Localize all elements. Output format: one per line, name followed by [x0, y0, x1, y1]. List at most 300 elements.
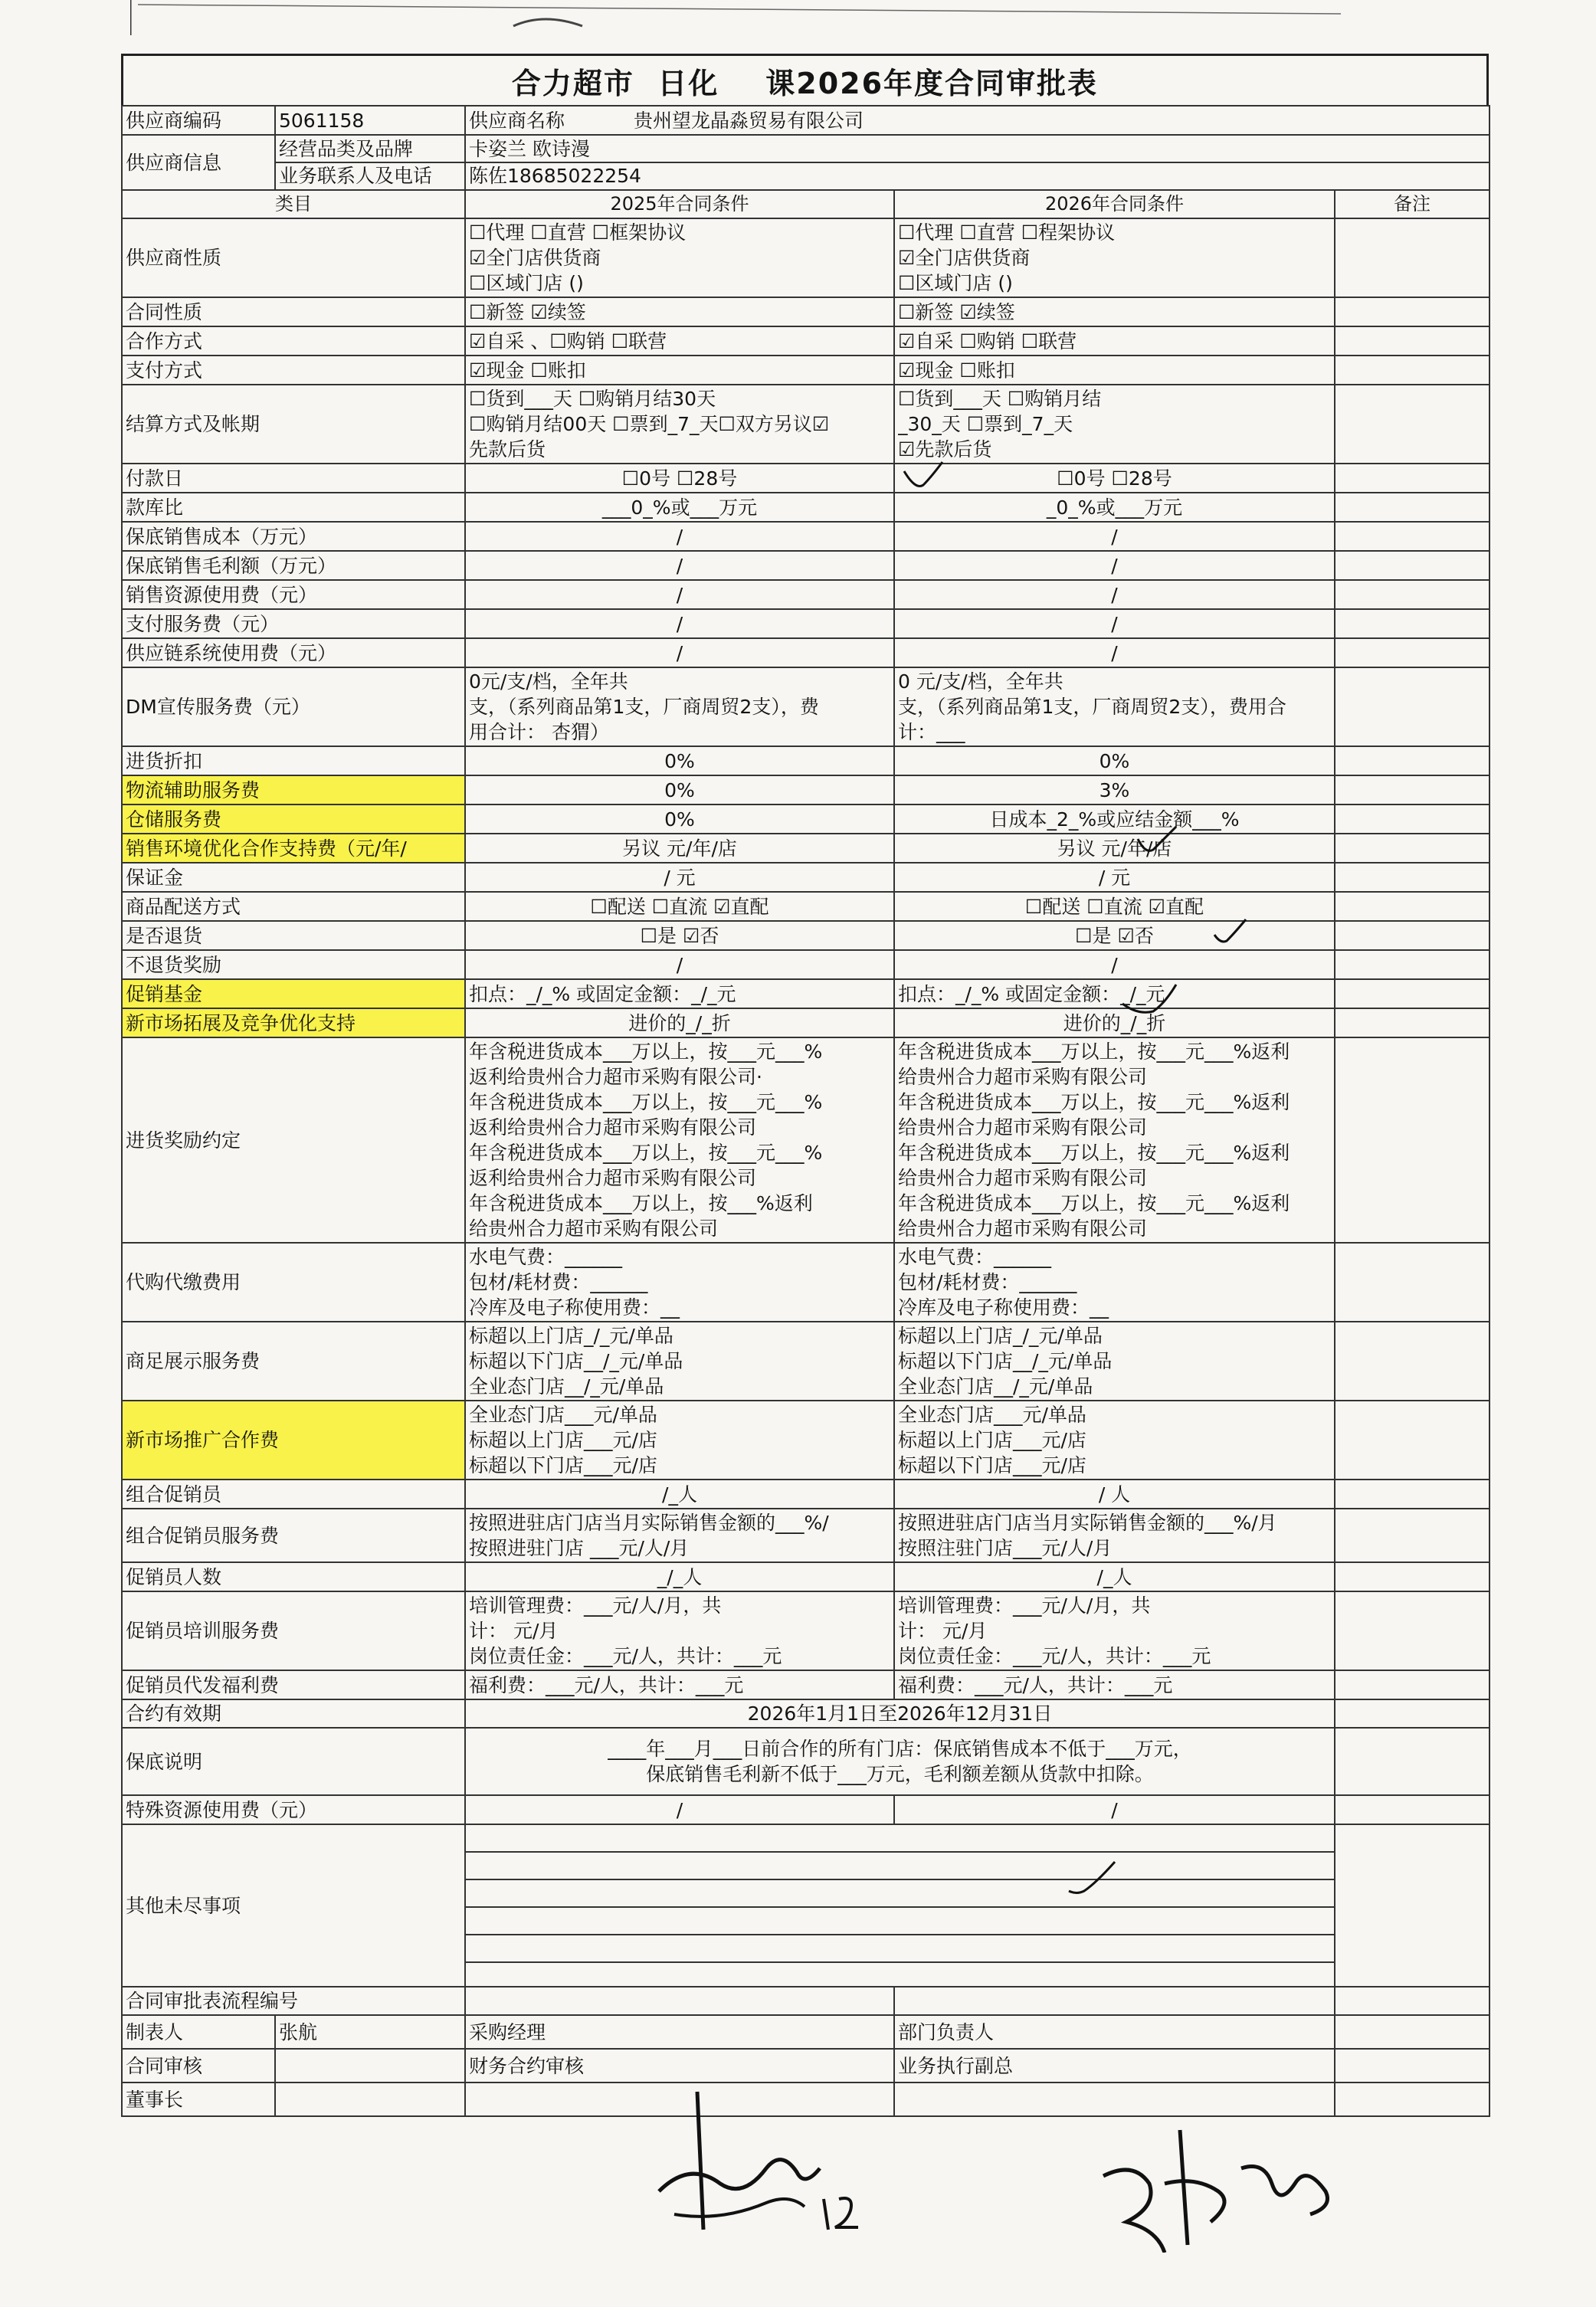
cell-line: 计：___ — [898, 721, 965, 743]
row-label: 促销员培训服务费 — [122, 1591, 465, 1670]
cell-c2025 — [465, 1670, 894, 1699]
row-label: 供应商性质 — [122, 218, 465, 297]
dept-head-signature — [1088, 2122, 1349, 2253]
remark-cell — [1335, 1243, 1489, 1322]
cell-line: ☐配送 ☐直流 ☑直配 — [1024, 895, 1204, 918]
cell-line: 0% — [664, 778, 695, 801]
cell-line: / 元 — [664, 866, 696, 889]
table-row — [122, 979, 1489, 1008]
table-row — [122, 1562, 1489, 1591]
table-row — [122, 805, 1489, 834]
remark-cell — [1335, 551, 1489, 580]
cell-line: 用合计： 杏猬） — [469, 721, 609, 743]
cell-c2025 — [465, 746, 894, 775]
cell-c2025 — [465, 775, 894, 805]
row-label: 保证金 — [122, 863, 465, 892]
cell-c2026 — [894, 1401, 1335, 1480]
maker-label: 制表人 — [122, 2015, 275, 2049]
row-label: 销售资源使用费（元） — [122, 580, 465, 609]
cell-c2025 — [465, 805, 894, 834]
cell-c2025 — [465, 921, 894, 950]
table-row — [122, 493, 1489, 522]
remark-cell — [1335, 1591, 1489, 1670]
cell-line: 给贵州合力超市采购有限公司 — [898, 1217, 1148, 1240]
table-row — [122, 775, 1489, 805]
contact-value: 陈佐18685022254 — [469, 165, 641, 187]
row-label: 促销基金 — [122, 979, 465, 1008]
row-label: 组合促销员 — [122, 1480, 465, 1509]
cell-line: 标超以上门店___元/店 — [898, 1429, 1086, 1451]
table-row — [122, 1480, 1489, 1509]
cell-line: / — [676, 525, 683, 548]
row-label: 进货奖励约定 — [122, 1037, 465, 1243]
cell-c2026 — [894, 775, 1335, 805]
cell-c2026 — [894, 1322, 1335, 1401]
row-label: 支付方式 — [122, 356, 465, 385]
table-row — [122, 551, 1489, 580]
cell-c2025 — [465, 667, 894, 746]
cell-line: 年含税进货成本___万以上，按___元___% — [469, 1142, 823, 1164]
cell-c2026 — [894, 297, 1335, 326]
page-title: 合力超市 日化 课2026年度合同审批表 — [121, 54, 1489, 105]
table-row — [122, 356, 1489, 385]
cell-line: ☐0号 ☐28号 — [621, 467, 738, 490]
cell-line: 进价的_/_折 — [628, 1011, 731, 1034]
cell-line: 先款后货 — [469, 438, 546, 460]
cell-c2026 — [894, 580, 1335, 609]
remark-cell — [1335, 1401, 1489, 1480]
cell-line: 0% — [664, 749, 695, 772]
cell-c2026 — [894, 551, 1335, 580]
cell-line: 按照进驻门店 ___元/人/月 — [469, 1537, 690, 1559]
remark-cell — [1335, 638, 1489, 667]
cell-line: 水电气费：______ — [469, 1246, 623, 1268]
cell-line: /_人 — [662, 1483, 697, 1506]
cell-c2025 — [465, 638, 894, 667]
validity-value: 2026年1月1日至2026年12月31日 — [465, 1699, 1335, 1728]
cell-c2026 — [894, 834, 1335, 863]
cell-line: 给贵州合力超市采购有限公司 — [898, 1167, 1148, 1189]
cell-line: 标超以上门店_/_元/单品 — [469, 1325, 673, 1347]
cell-line: ☑全门店供货商 — [898, 247, 1031, 269]
cell-line: / — [676, 641, 683, 664]
cell-line: ☐货到___天 ☐购销月结30天 — [469, 388, 716, 410]
cell-line: 水电气费：______ — [898, 1246, 1052, 1268]
cell-line: / — [1111, 583, 1118, 606]
remark-cell — [1335, 522, 1489, 551]
table-row — [122, 638, 1489, 667]
cell-line: 支，（系列商品第1支，厂商周贸2支），费用合 — [898, 696, 1286, 718]
other-items-lines — [465, 1824, 1335, 1987]
cell-c2025 — [465, 522, 894, 551]
cell-c2026 — [894, 522, 1335, 551]
header-category: 类目 — [122, 190, 465, 218]
cell-line: 全业态门店___元/单品 — [898, 1404, 1086, 1426]
cell-line: ☑全门店供货商 — [469, 247, 601, 269]
cell-line: 0% — [664, 808, 695, 831]
cell-c2026 — [894, 1037, 1335, 1243]
top-scan-lines — [130, 0, 1433, 46]
remark-cell — [1335, 326, 1489, 356]
remark-cell — [1335, 950, 1489, 979]
cell-line: ☐新签 ☑续签 — [898, 300, 1015, 323]
table-row — [122, 1243, 1489, 1322]
cell-line: / 人 — [1098, 1483, 1131, 1506]
table-row — [122, 921, 1489, 950]
cell-line: 按照进驻店门店当月实际销售金额的___%/月 — [898, 1512, 1277, 1534]
table-row — [122, 1322, 1489, 1401]
remark-cell — [1335, 1008, 1489, 1037]
cell-line: _30_天 ☐票到_7_天 — [898, 413, 1073, 435]
cell-line: 冷库及电子称使用费：__ — [469, 1296, 680, 1319]
cell-c2025 — [465, 834, 894, 863]
cell-line: ☐新签 ☑续签 — [469, 300, 586, 323]
row-label: 组合促销员服务费 — [122, 1509, 465, 1562]
remark-cell — [1335, 863, 1489, 892]
cell-line: 另议 元/年/店 — [622, 837, 737, 860]
flow-number-label: 合同审批表流程编号 — [122, 1987, 465, 2015]
cell-line: 年含税进货成本___万以上，按___元___% — [469, 1040, 823, 1063]
cell-c2025 — [465, 1480, 894, 1509]
cell-c2026 — [894, 356, 1335, 385]
cell-line: _0_%或___万元 — [1046, 496, 1183, 519]
supplier-name-label: 供应商名称 — [469, 109, 565, 132]
cell-c2025 — [465, 979, 894, 1008]
row-label: 商品配送方式 — [122, 892, 465, 921]
supplier-code: 5061158 — [275, 106, 465, 135]
remark-cell — [1335, 921, 1489, 950]
header-remark: 备注 — [1335, 190, 1489, 218]
cell-line: 培训管理费：___元/人/月，共 — [469, 1594, 722, 1617]
cell-line: ☐购销月结00天 ☐票到_7_天☐双方另议☑ — [469, 413, 830, 435]
cell-c2025 — [465, 385, 894, 464]
remark-cell — [1335, 580, 1489, 609]
cell-c2025 — [465, 1591, 894, 1670]
table-row — [122, 297, 1489, 326]
guarantee-line1: ____年___月___日前合作的所有门店：保底销售成本不低于___万元， — [608, 1738, 1192, 1760]
cell-c2026 — [894, 1480, 1335, 1509]
cell-line: 标超以下门店___元/店 — [898, 1454, 1086, 1476]
remark-cell — [1335, 805, 1489, 834]
cell-line: 包材/耗材费：______ — [469, 1271, 648, 1293]
purchase-manager-label: 采购经理 — [465, 2015, 894, 2049]
guarantee-line2: 保底销售毛利新不低于___万元，毛利额差额从货款中扣除。 — [646, 1763, 1154, 1785]
cell-line: / — [676, 583, 683, 606]
table-row — [122, 522, 1489, 551]
cell-line: / — [1111, 641, 1118, 664]
cell-line: 支，（系列商品第1支，厂商周贸2支），费 — [469, 696, 819, 718]
row-label: 保底销售成本（万元） — [122, 522, 465, 551]
remark-cell — [1335, 746, 1489, 775]
cell-line: ☐货到___天 ☐购销月结 — [898, 388, 1102, 410]
cell-line: 标超以下门店__/_元/单品 — [469, 1350, 683, 1372]
header-2026: 2026年合同条件 — [894, 190, 1335, 218]
cell-c2025 — [465, 218, 894, 297]
exec-vp-label: 业务执行副总 — [894, 2049, 1335, 2083]
cell-c2025 — [465, 609, 894, 638]
cell-line: 标超以下门店___元/店 — [469, 1454, 657, 1476]
cell-c2025 — [465, 1037, 894, 1243]
remark-cell — [1335, 464, 1489, 493]
supplier-code-label: 供应商编码 — [122, 106, 275, 135]
supplier-info-label: 供应商信息 — [122, 135, 275, 190]
finance-review-label: 财务合约审核 — [465, 2049, 894, 2083]
cell-c2025 — [465, 493, 894, 522]
cell-line: ☑自采 ☐购销 ☐联营 — [898, 329, 1077, 352]
table-row — [122, 580, 1489, 609]
special-fee-2026: / — [894, 1795, 1335, 1824]
remark-cell — [1335, 1562, 1489, 1591]
remark-cell — [1335, 1670, 1489, 1699]
cell-line: / — [676, 953, 683, 976]
remark-cell — [1335, 1480, 1489, 1509]
cell-c2026 — [894, 746, 1335, 775]
cell-line: _/_人 — [657, 1565, 703, 1588]
cell-line: 培训管理费：___元/人/月，共 — [898, 1594, 1151, 1617]
table-row — [122, 863, 1489, 892]
cell-line: /_人 — [1096, 1565, 1132, 1588]
remark-cell — [1335, 892, 1489, 921]
cell-line: ☐是 ☑否 — [640, 924, 719, 947]
cell-c2025 — [465, 551, 894, 580]
cell-c2025 — [465, 1509, 894, 1562]
brand-label: 经营品类及品牌 — [276, 136, 464, 163]
cell-line: ☐代理 ☐直营 ☐框架协议 — [469, 221, 687, 244]
guarantee-label: 保底说明 — [122, 1728, 465, 1795]
cell-c2025 — [465, 950, 894, 979]
table-row — [122, 950, 1489, 979]
remark-cell — [1335, 979, 1489, 1008]
cell-line: 年含税进货成本___万以上，按___元___%返利 — [898, 1142, 1290, 1164]
table-row — [122, 1008, 1489, 1037]
cell-line: ___0_%或___万元 — [601, 496, 758, 519]
row-label: 款库比 — [122, 493, 465, 522]
cell-line: 包材/耗材费：______ — [898, 1271, 1077, 1293]
approval-table — [121, 105, 1490, 2117]
row-label: 促销员代发福利费 — [122, 1670, 465, 1699]
cell-line: / — [676, 612, 683, 635]
brand-value: 卡姿兰 欧诗漫 — [466, 136, 1489, 163]
cell-line: 年含税进货成本___万以上，按___元___% — [469, 1091, 823, 1113]
remark-cell — [1335, 609, 1489, 638]
cell-line: 全业态门店___元/单品 — [469, 1404, 657, 1426]
remark-cell — [1335, 297, 1489, 326]
row-label: 促销员人数 — [122, 1562, 465, 1591]
dept-head-label: 部门负责人 — [894, 2015, 1335, 2049]
table-row — [122, 1509, 1489, 1562]
cell-c2026 — [894, 326, 1335, 356]
remark-cell — [1335, 834, 1489, 863]
cell-line: / — [1111, 612, 1118, 635]
cell-c2026 — [894, 863, 1335, 892]
table-row — [122, 1591, 1489, 1670]
cell-c2026 — [894, 1243, 1335, 1322]
cell-line: ☐代理 ☐直营 ☐程架协议 — [898, 221, 1116, 244]
cell-line: 扣点：_/_% 或固定金额：_/_元 — [898, 982, 1165, 1005]
cell-line: 另议 元/年/店 — [1057, 837, 1172, 860]
chairman-label: 董事长 — [122, 2083, 275, 2116]
cell-c2026 — [894, 950, 1335, 979]
cell-line: ☐0号 ☐28号 — [1057, 467, 1172, 490]
remark-cell — [1335, 1037, 1489, 1243]
cell-line: 返利给贵州合力超市采购有限公司 — [469, 1167, 757, 1189]
cell-line: 岗位责任金：___元/人，共计：___元 — [469, 1645, 782, 1667]
cell-c2025 — [465, 580, 894, 609]
table-row — [122, 746, 1489, 775]
row-label: 供应链系统使用费（元） — [122, 638, 465, 667]
cell-c2026 — [894, 1562, 1335, 1591]
table-row — [122, 892, 1489, 921]
cell-line: 年含税进货成本___万以上，按___元___%返利 — [898, 1040, 1290, 1063]
other-items-label: 其他未尽事项 — [122, 1824, 465, 1987]
cell-c2026 — [894, 1008, 1335, 1037]
cell-line: 年含税进货成本___万以上，按___元___%返利 — [898, 1091, 1290, 1113]
cell-c2026 — [894, 218, 1335, 297]
table-row — [122, 834, 1489, 863]
cell-line: 标超以上门店_/_元/单品 — [898, 1325, 1103, 1347]
row-label: 付款日 — [122, 464, 465, 493]
cell-line: 全业态门店__/_元/单品 — [469, 1375, 664, 1398]
cell-c2026 — [894, 805, 1335, 834]
remark-cell — [1335, 385, 1489, 464]
row-label: 新市场推广合作费 — [122, 1401, 465, 1480]
row-label: 不退货奖励 — [122, 950, 465, 979]
row-label: 结算方式及帐期 — [122, 385, 465, 464]
row-label: 新市场拓展及竞争优化支持 — [122, 1008, 465, 1037]
contact-label: 业务联系人及电话 — [279, 165, 433, 187]
cell-c2026 — [894, 1670, 1335, 1699]
cell-line: ☐区域门店 () — [469, 272, 584, 294]
cell-line: 按照注驻门店___元/人/月 — [898, 1537, 1113, 1559]
table-row — [122, 1037, 1489, 1243]
cell-line: 给贵州合力超市采购有限公司 — [898, 1116, 1148, 1139]
cell-c2026 — [894, 385, 1335, 464]
cell-c2026 — [894, 892, 1335, 921]
cell-line: ☑现金 ☐账扣 — [469, 359, 586, 382]
cell-line: / — [1111, 554, 1118, 577]
cell-line: 返利给贵州合力超市采购有限公司 — [469, 1116, 757, 1139]
row-label: 销售环境优化合作支持费（元/年/ — [122, 834, 465, 863]
cell-line: ☑现金 ☐账扣 — [898, 359, 1015, 382]
cell-c2026 — [894, 667, 1335, 746]
cell-c2025 — [465, 1562, 894, 1591]
cell-line: 0元/支/档，全年共 — [469, 670, 628, 693]
cell-line: 全业态门店__/_元/单品 — [898, 1375, 1093, 1398]
table-row — [122, 1670, 1489, 1699]
cell-line: ☐是 ☑否 — [1075, 924, 1154, 947]
cell-c2026 — [894, 1509, 1335, 1562]
table-row — [122, 667, 1489, 746]
row-label: 是否退货 — [122, 921, 465, 950]
cell-line: / 元 — [1098, 866, 1131, 889]
header-2025: 2025年合同条件 — [465, 190, 894, 218]
row-label: 代购代缴费用 — [122, 1243, 465, 1322]
row-label: 进货折扣 — [122, 746, 465, 775]
cell-c2025 — [465, 1322, 894, 1401]
cell-c2025 — [465, 464, 894, 493]
cell-line: 日成本_2_%或应结金额___% — [989, 808, 1240, 831]
table-row — [122, 1401, 1489, 1480]
cell-line: / — [676, 554, 683, 577]
cell-line: 0% — [1099, 749, 1130, 772]
table-row — [122, 385, 1489, 464]
row-label: 物流辅助服务费 — [122, 775, 465, 805]
cell-line: 福利费：___元/人，共计：___元 — [898, 1673, 1173, 1696]
cell-line: 扣点：_/_% 或固定金额：_/_元 — [469, 982, 736, 1005]
cell-c2025 — [465, 297, 894, 326]
cell-c2026 — [894, 638, 1335, 667]
cell-c2026 — [894, 921, 1335, 950]
cell-line: ☑自采 、☐购销 ☐联营 — [469, 329, 667, 352]
row-label: 合同性质 — [122, 297, 465, 326]
cell-c2026 — [894, 979, 1335, 1008]
remark-cell — [1335, 775, 1489, 805]
contract-approval-sheet — [121, 54, 1489, 2117]
cell-c2025 — [465, 1243, 894, 1322]
cell-c2025 — [465, 326, 894, 356]
remark-cell — [1335, 493, 1489, 522]
special-fee-label: 特殊资源使用费（元） — [122, 1795, 465, 1824]
cell-line: 标超以上门店___元/店 — [469, 1429, 657, 1451]
remark-cell — [1335, 218, 1489, 297]
cell-line: 3% — [1099, 778, 1130, 801]
cell-c2026 — [894, 464, 1335, 493]
cell-line: / — [1111, 953, 1118, 976]
remark-cell — [1335, 1322, 1489, 1401]
cell-line: / — [1111, 525, 1118, 548]
supplier-name: 贵州望龙晶淼贸易有限公司 — [634, 109, 864, 132]
cell-line: 给贵州合力超市采购有限公司 — [469, 1217, 719, 1240]
remark-cell — [1335, 667, 1489, 746]
cell-c2025 — [465, 863, 894, 892]
cell-line: 给贵州合力超市采购有限公司 — [898, 1066, 1148, 1088]
cell-line: ☑先款后货 — [898, 438, 992, 460]
row-label: 商足展示服务费 — [122, 1322, 465, 1401]
table-row — [122, 464, 1489, 493]
cell-c2025 — [465, 1008, 894, 1037]
cell-line: 福利费：___元/人，共计：___元 — [469, 1673, 744, 1696]
validity-label: 合约有效期 — [122, 1699, 465, 1728]
cell-line: 岗位责任金：___元/人，共计：___元 — [898, 1645, 1211, 1667]
table-row — [122, 218, 1489, 297]
contract-review-label: 合同审核 — [122, 2049, 275, 2083]
row-label: DM宣传服务费（元） — [122, 667, 465, 746]
cell-line: 标超以下门店__/_元/单品 — [898, 1350, 1113, 1372]
cell-line: 年含税进货成本___万以上，按___%返利 — [469, 1192, 813, 1214]
cell-c2025 — [465, 356, 894, 385]
cell-line: 返利给贵州合力超市采购有限公司· — [469, 1066, 762, 1088]
cell-line: 进价的_/_折 — [1063, 1011, 1166, 1034]
row-label: 仓储服务费 — [122, 805, 465, 834]
cell-c2026 — [894, 1591, 1335, 1670]
row-label: 保底销售毛利额（万元） — [122, 551, 465, 580]
cell-line: ☐区域门店 () — [898, 272, 1013, 294]
cell-c2026 — [894, 493, 1335, 522]
table-row — [122, 326, 1489, 356]
special-fee-2025: / — [465, 1795, 894, 1824]
cell-line: 0 元/支/档，全年共 — [898, 670, 1063, 693]
row-label: 支付服务费（元） — [122, 609, 465, 638]
cell-line: 计： 元/月 — [469, 1620, 559, 1642]
cell-line: ☐配送 ☐直流 ☑直配 — [590, 895, 769, 918]
remark-cell — [1335, 356, 1489, 385]
cell-line: 计： 元/月 — [898, 1620, 988, 1642]
cell-line: 冷库及电子称使用费：__ — [898, 1296, 1109, 1319]
row-label: 合作方式 — [122, 326, 465, 356]
cell-c2026 — [894, 609, 1335, 638]
table-row — [122, 609, 1489, 638]
cell-line: 年含税进货成本___万以上，按___元___%返利 — [898, 1192, 1290, 1214]
